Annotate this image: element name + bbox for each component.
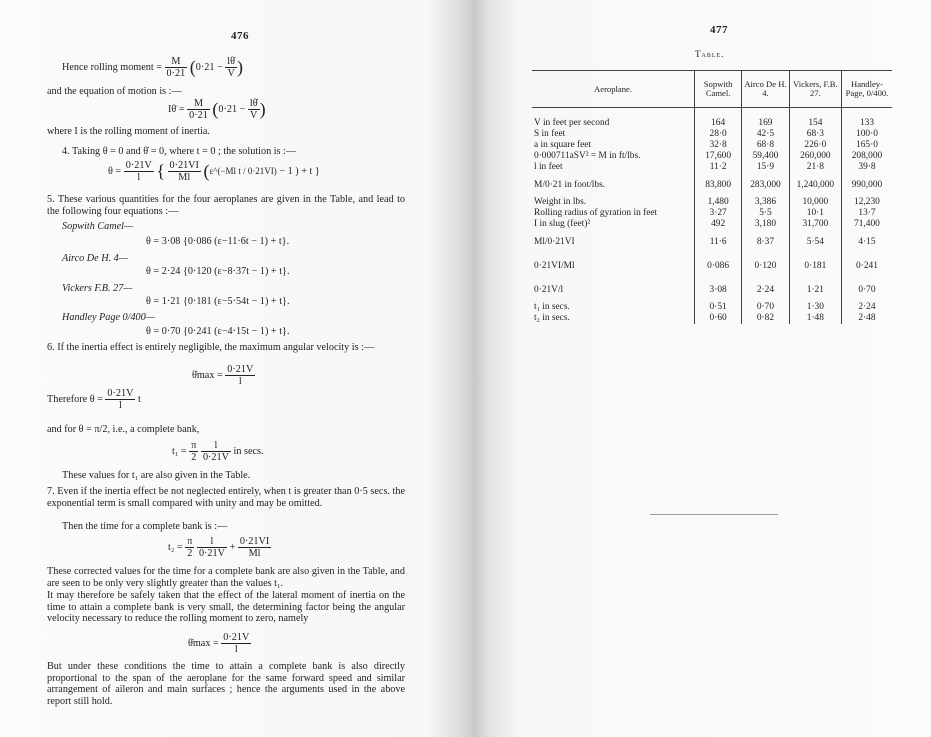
- cell-value: 4·15: [841, 230, 892, 254]
- cell-value: 226·0: [789, 140, 841, 151]
- cell-value: 28·0: [695, 129, 742, 140]
- cell-value: 3·08: [695, 278, 742, 302]
- cell-value: 12,230: [841, 197, 892, 208]
- cell-value: 990,000: [841, 173, 892, 197]
- header-sopwith: Sopwith Camel.: [695, 71, 742, 108]
- row-label: 0·21VI/Ml: [534, 260, 575, 271]
- paragraph-corrected-values: These corrected values for the time for a complete bank are also given in the Table, and are seen to be only very slightly greater than the values t₁.: [47, 566, 405, 589]
- cell-value: 21·8: [789, 162, 841, 173]
- header-airco: Airco De H. 4.: [742, 71, 790, 108]
- cell-value: 492: [695, 219, 742, 230]
- row-label: S in feet: [534, 129, 566, 140]
- cell-value: 2·24: [841, 302, 892, 313]
- paragraph-4: 4. Taking θ = 0 and θ̇ = 0, where t = 0 ; the solution is :—: [62, 146, 297, 157]
- row-label: 0·000711aSV² = M in ft/lbs.: [534, 151, 641, 162]
- table-row: [532, 254, 892, 278]
- cell-value: 3,180: [742, 219, 790, 230]
- text-complete-bank: and for θ = π/2, i.e., a complete bank,: [47, 424, 200, 435]
- row-label: Rolling radius of gyration in feet: [534, 208, 658, 219]
- cell-value: 133: [841, 118, 892, 129]
- cell-value: 71,400: [841, 219, 892, 230]
- table-row: [532, 151, 892, 162]
- cell-value: 11·6: [695, 230, 742, 254]
- paragraph-7: 7. Even if the inertia effect be not neglected entirely, when t is greater than 0·5 secs. the exponential term is small compared with unity and may be omitted.: [47, 486, 405, 509]
- cell-value: 10·1: [789, 208, 841, 219]
- cell-value: 1·30: [789, 302, 841, 313]
- cell-value: 31,700: [789, 219, 841, 230]
- cell-value: 0·70: [841, 278, 892, 302]
- text-equation-of-motion: and the equation of motion is :—: [47, 86, 182, 97]
- paragraph-5: 5. These various quantities for the four aeroplanes are given in the Table, and lead to the following four equations :—: [47, 194, 405, 217]
- page-number-right: 477: [710, 24, 728, 36]
- cell-value: 13·7: [841, 208, 892, 219]
- cell-value: 17,600: [695, 151, 742, 162]
- cell-value: 0·70: [742, 302, 790, 313]
- header-handley: Handley-Page, 0/400.: [841, 71, 892, 108]
- row-label: 0·21V/l: [534, 284, 564, 295]
- row-label: V in feet per second: [534, 118, 610, 129]
- label-airco: Airco De H. 4—: [62, 253, 128, 264]
- cell-value: 1·21: [789, 278, 841, 302]
- cell-value: 283,000: [742, 173, 790, 197]
- cell-value: 2·48: [841, 313, 892, 324]
- cell-value: 10,000: [789, 197, 841, 208]
- cell-value: 2·24: [742, 278, 790, 302]
- row-label: Weight in lbs.: [534, 197, 587, 208]
- cell-value: 3,386: [742, 197, 790, 208]
- table-row: [532, 197, 892, 208]
- equation-t1: t₁ = $\frac{\pi}{2}$ $\frac{l}{0\cdot 21V}$ in secs.: [172, 440, 264, 463]
- table-row: [532, 313, 892, 324]
- cell-value: 5·5: [742, 208, 790, 219]
- equation-solution: θ = $\frac{0\cdot 21V}{l}$ { $\frac{0\cdot 21VI}{Ml}$ (ε^(−Ml t / 0·21VI) − 1 ) + t }: [108, 160, 320, 183]
- row-label: l in feet: [534, 162, 563, 173]
- table-row: [532, 230, 892, 254]
- header-vickers: Vickers, F.B. 27.: [789, 71, 841, 108]
- text-rolling-inertia: where I is the rolling moment of inertia.: [47, 126, 210, 137]
- cell-value: 32·8: [695, 140, 742, 151]
- cell-value: 1,240,000: [789, 173, 841, 197]
- equation-sopwith: θ = 3·08 {0·086 (ε−11·6t − 1) + t}.: [146, 236, 290, 247]
- cell-value: 42·5: [742, 129, 790, 140]
- text-t1-values: These values for t₁ are also given in the Table.: [62, 470, 251, 481]
- equation-airco: θ = 2·24 {0·120 (ε−8·37t − 1) + t}.: [146, 266, 290, 277]
- equation-motion: Iθ̈ = $\frac{M}{0\cdot 21}$ (0·21 − $\frac{l\thetȧ}{V}$ ): [168, 98, 266, 121]
- cell-value: 0·241: [841, 254, 892, 278]
- cell-value: 59,400: [742, 151, 790, 162]
- row-label: M/0·21 in foot/lbs.: [534, 179, 606, 190]
- table-row: [532, 219, 892, 230]
- label-handley-page: Handley Page 0/400—: [62, 312, 155, 323]
- table-row: [532, 118, 892, 129]
- paragraph-6: 6. If the inertia effect is entirely negligible, the maximum angular velocity is :—: [47, 342, 375, 353]
- cell-value: 154: [789, 118, 841, 129]
- cell-value: 3·27: [695, 208, 742, 219]
- cell-value: 1·48: [789, 313, 841, 324]
- right-page: [480, 0, 931, 737]
- equation-rolling-moment: Hence rolling moment = $\frac{M}{0\cdot 21}$ (0·21 − $\frac{l\thetȧ}{V}$ ): [62, 56, 243, 79]
- cell-value: 8·37: [742, 230, 790, 254]
- cell-value: 165·0: [841, 140, 892, 151]
- header-aeroplane: Aeroplane.: [532, 71, 695, 108]
- table-row: [532, 129, 892, 140]
- row-label: t₁ in secs.: [534, 302, 570, 313]
- cell-value: 0·60: [695, 313, 742, 324]
- end-rule: [650, 514, 778, 515]
- table-row: [532, 162, 892, 173]
- paragraph-safely-taken: It may therefore be safely taken that the effect of the lateral moment of inertia on the time to attain a complete bank is very small, the determining factor being the angular velocity necessary to reduce the rolling moment to zero, namely: [47, 590, 405, 625]
- equation-handley: θ = 0·70 {0·241 (ε−4·15t − 1) + t}.: [146, 326, 290, 337]
- cell-value: 100·0: [841, 129, 892, 140]
- cell-value: 5·54: [789, 230, 841, 254]
- equation-vickers: θ = 1·21 {0·181 (ε−5·54t − 1) + t}.: [146, 296, 290, 307]
- row-label: Ml/0·21VI: [534, 236, 575, 247]
- cell-value: 68·3: [789, 129, 841, 140]
- text-time-complete-bank: Then the time for a complete bank is :—: [62, 521, 228, 532]
- table-body: [532, 108, 892, 325]
- table-row: [532, 208, 892, 219]
- cell-value: 11·2: [695, 162, 742, 173]
- cell-value: 0·086: [695, 254, 742, 278]
- cell-value: 0·120: [742, 254, 790, 278]
- cell-value: 164: [695, 118, 742, 129]
- label-sopwith-camel: Sopwith Camel—: [62, 221, 134, 232]
- row-label: I in slug (feet)²: [534, 219, 591, 230]
- cell-value: 260,000: [789, 151, 841, 162]
- cell-value: 0·51: [695, 302, 742, 313]
- cell-value: 68·8: [742, 140, 790, 151]
- equation-max-angular-velocity: θ̇max = $\frac{0\cdot 21V}{l}$: [192, 364, 254, 387]
- cell-value: 0·82: [742, 313, 790, 324]
- cell-value: 169: [742, 118, 790, 129]
- cell-value: 39·8: [841, 162, 892, 173]
- cell-value: 15·9: [742, 162, 790, 173]
- equation-therefore: Therefore θ = $\frac{0\cdot 21V}{l}$ t: [47, 388, 141, 411]
- table-title: Table.: [695, 49, 725, 59]
- aeroplane-data-table: [532, 70, 892, 324]
- table-row: [532, 278, 892, 302]
- cell-value: 0·181: [789, 254, 841, 278]
- paragraph-final: But under these conditions the time to attain a complete bank is also directly proportional to the span of the aeroplane for the same forward speed and similar arrangement of aileron and main surfaces ; hence the arguments used in the above report still hold.: [47, 661, 405, 707]
- table-header-row: [532, 71, 892, 108]
- table-row: [532, 302, 892, 313]
- row-label: t₂ in secs.: [534, 313, 570, 324]
- equation-max-angular-velocity-2: θ̇max = $\frac{0\cdot 21V}{l}$: [188, 632, 250, 655]
- table-row: [532, 140, 892, 151]
- page-number-left: 476: [231, 30, 249, 42]
- row-label: a in square feet: [534, 140, 592, 151]
- cell-value: 208,000: [841, 151, 892, 162]
- cell-value: 1,480: [695, 197, 742, 208]
- cell-value: 83,800: [695, 173, 742, 197]
- equation-t2: t₂ = $\frac{\pi}{2}$ $\frac{l}{0\cdot 21V}$ + $\frac{0\cdot 21VI}{Ml}$: [168, 536, 270, 559]
- label-vickers: Vickers F.B. 27—: [62, 283, 133, 294]
- table-row: [532, 173, 892, 197]
